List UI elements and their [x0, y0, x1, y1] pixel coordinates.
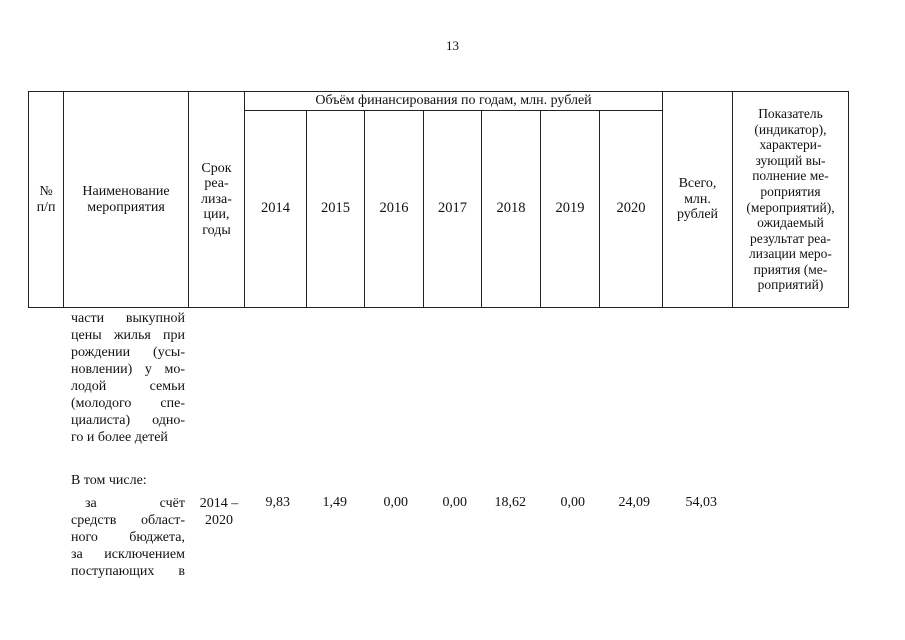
- row-name: за счёт средств област- ного бюджета, за исключением поступающих в: [71, 496, 185, 579]
- value-2019: 0,00: [560, 495, 585, 510]
- header-year-2019: 2019: [555, 200, 585, 217]
- header-total: Всего, млн. рублей: [676, 176, 719, 223]
- header-year-2017: 2017: [438, 200, 467, 217]
- value-2014: 9,83: [265, 495, 290, 510]
- header-funding-title: Объём финансирования по годам, млн. рублей: [315, 93, 592, 109]
- value-total: 54,03: [685, 495, 717, 510]
- header-year-2020: 2020: [616, 200, 646, 217]
- row-term: 2014 – 2020: [199, 496, 239, 528]
- subtotal-label: В том числе:: [71, 473, 147, 488]
- header-year-2018: 2018: [496, 200, 526, 217]
- header-num: № п/п: [36, 184, 56, 215]
- value-2015: 1,49: [322, 495, 347, 510]
- value-2020: 24,09: [618, 495, 650, 510]
- header-indicator: Показатель (индикатор), характери- зующий вы- полнение ме- роприятия (мероприятий), ожидаемый результат реа- лизации меро- приятия (ме- роприятий): [746, 105, 835, 293]
- value-2018: 18,62: [494, 495, 526, 510]
- continued-measure-text: части выкупной цены жилья при рождении (усы- новлении) у мо- лодой семьи (молодого спе- циалиста) одно- го и более детей: [71, 311, 185, 445]
- value-2017: 0,00: [442, 495, 467, 510]
- header-year-2015: 2015: [321, 200, 350, 217]
- header-term: Срок реа- лиза- ции, годы: [201, 160, 232, 238]
- header-year-2016: 2016: [379, 200, 409, 217]
- page-number: 13: [446, 38, 459, 53]
- header-name: Наименование мероприятия: [82, 184, 170, 215]
- value-2016: 0,00: [383, 495, 408, 510]
- header-year-2014: 2014: [261, 200, 290, 217]
